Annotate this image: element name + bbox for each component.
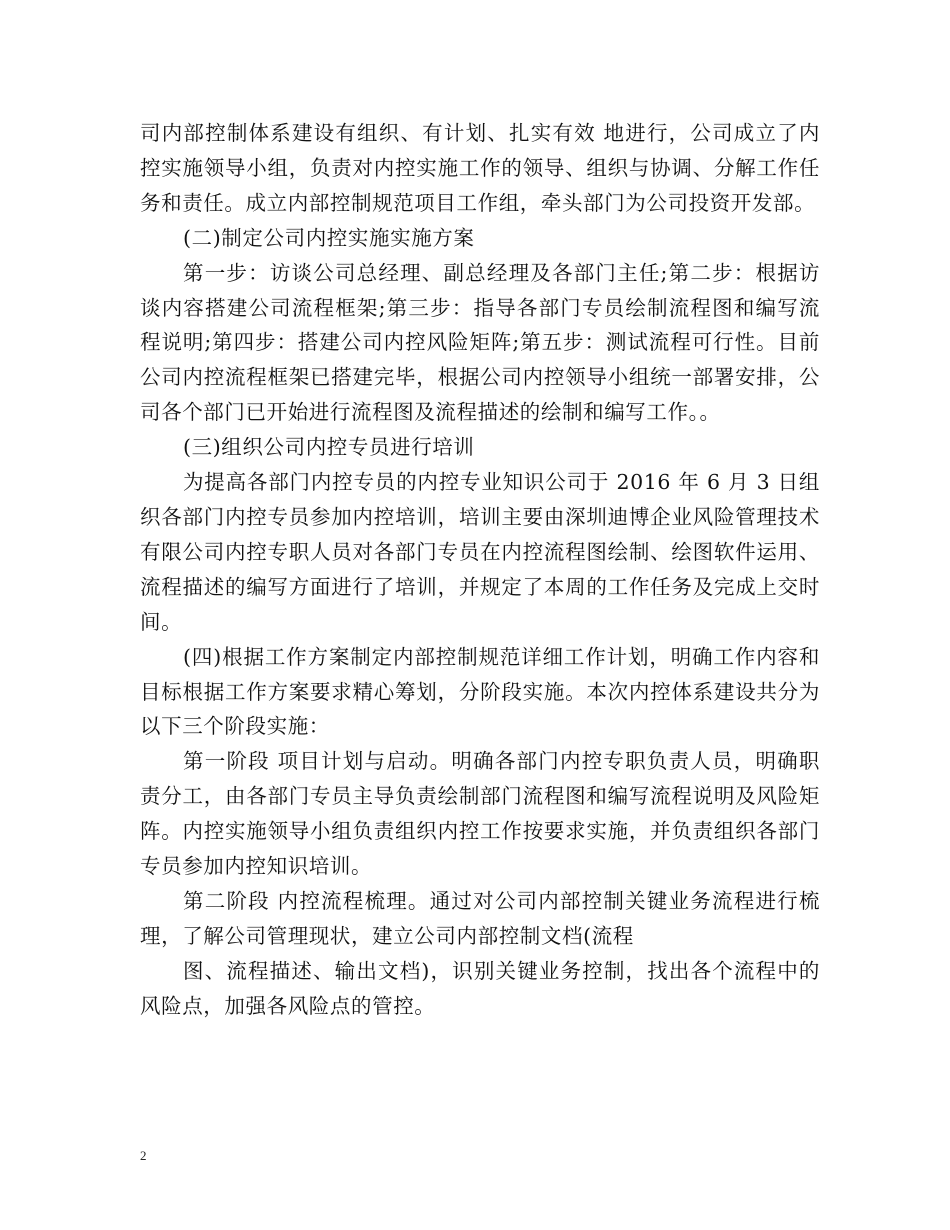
section-heading-3: (三)组织公司内控专员进行培训: [183, 435, 475, 460]
document-body: [140, 116, 820, 1024]
paragraph-phase-2: 第二阶段 内控流程梳理。通过对公司内部控制关键业务流程进行梳理，了解公司管理现状，建立公司内部控制文档(流程: [140, 888, 820, 948]
paragraph-work-plan: (四)根据工作方案制定内部控制规范详细工作计划，明确工作内容和目标根据工作方案要求精心筹划，分阶段实施。本次内控体系建设共分为以下三个阶段实施：: [140, 644, 820, 739]
paragraph-steps: 第一步：访谈公司总经理、副总经理及各部门主任;第二步：根据访谈内容搭建公司流程框架;第三步：指导各部门专员绘制流程图和编写流程说明;第四步：搭建公司内控风险矩阵;第五步：测试流程可行性。目前公司内控流程框架已搭建完毕，根据公司内控领导小组统一部署安排，公司各个部门已开始进行流程图及流程描述的绘制和编写工作。。: [140, 260, 820, 425]
page-number: 2: [140, 1148, 147, 1163]
paragraph-phase-2-continued: 图、流程描述、输出文档)，识别关键业务控制，找出各个流程中的风险点，加强各风险点的管控。: [140, 958, 820, 1018]
section-heading-2: (二)制定公司内控实施实施方案: [183, 225, 475, 250]
paragraph-1: 司内部控制体系建设有组织、有计划、扎实有效 地进行，公司成立了内控实施领导小组，负责对内控实施工作的领导、组织与协调、分解工作任务和责任。成立内部控制规范项目工作组，牵头部门为公司投资开发部。: [140, 121, 820, 215]
paragraph-training: 为提高各部门内控专员的内控专业知识公司于 2016 年 6 月 3 日组织各部门内控专员参加内控培训，培训主要由深圳迪博企业风险管理技术有限公司内控专职人员对各部门专员在内控流程图绘制、绘图软件运用、流程描述的编写方面进行了培训，并规定了本周的工作任务及完成上交时间。: [140, 470, 820, 634]
paragraph-phase-1: 第一阶段 项目计划与启动。明确各部门内控专职负责人员，明确职责分工，由各部门专员主导负责绘制部门流程图和编写流程说明及风险矩阵。内控实施领导小组负责组织内控工作按要求实施，并负责组织各部门专员参加内控知识培训。: [140, 749, 820, 879]
